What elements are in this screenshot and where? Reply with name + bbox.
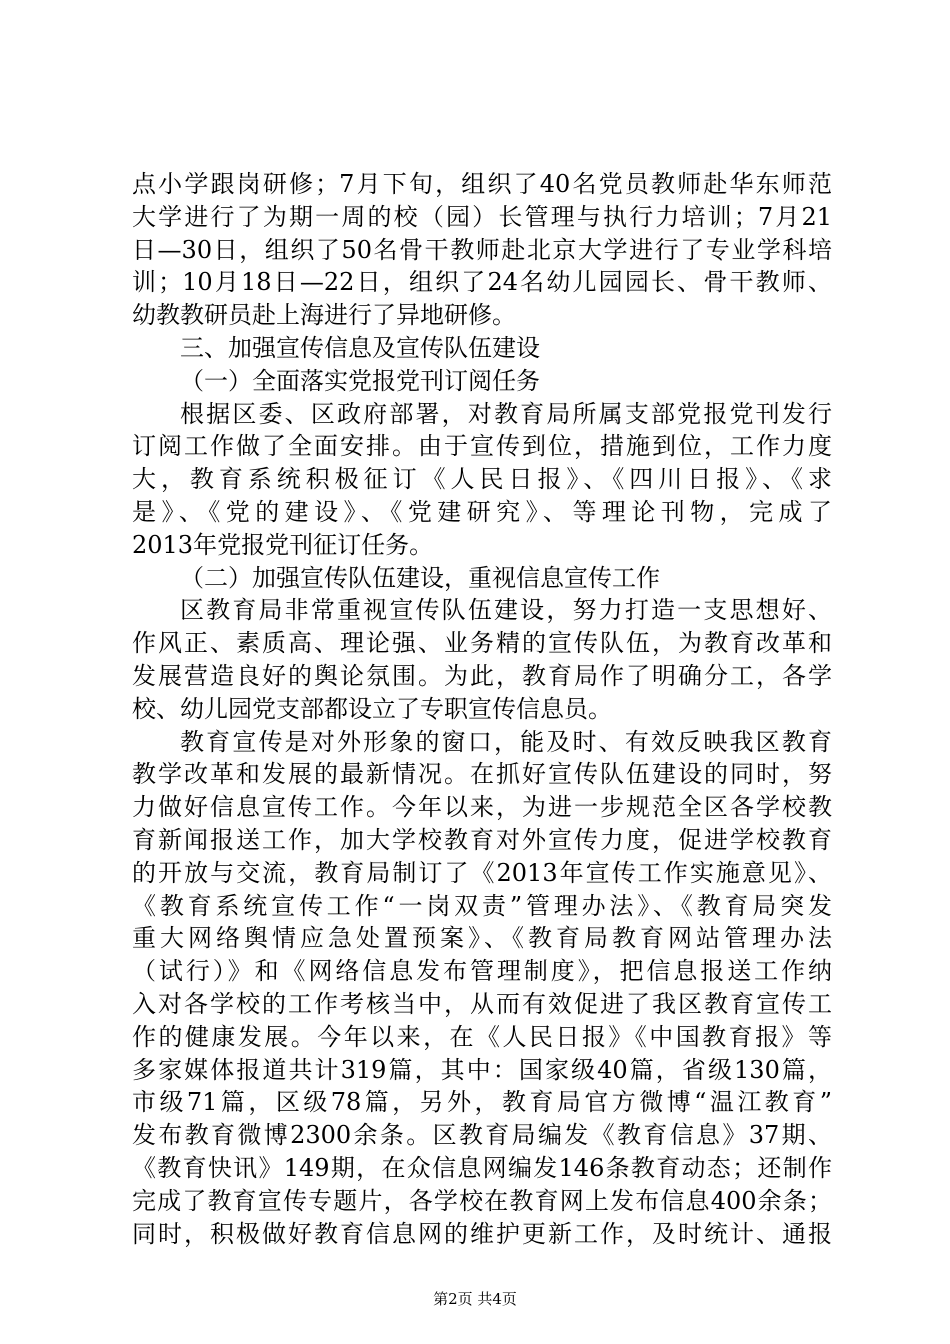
section-heading: 三、加强宣传信息及宣传队伍建设 — [180, 333, 540, 362]
body-line: 日—30日，组织了50名骨干教师赴北京大学进行了专业学科培 — [132, 235, 832, 264]
subsection-heading: （二）加强宣传队伍建设，重视信息宣传工作 — [180, 563, 660, 592]
subsection-heading: （一）全面落实党报党刊订阅任务 — [180, 366, 540, 395]
body-line: 完成了教育宣传专题片，各学校在教育网上发布信息400余条； — [132, 1186, 832, 1215]
body-line: 发展营造良好的舆论氛围。为此，教育局作了明确分工，各学 — [132, 661, 832, 690]
body-line: 作的健康发展。今年以来，在《人民日报》《中国教育报》等 — [132, 1022, 832, 1051]
body-line: 2013年党报党刊征订任务。 — [132, 530, 434, 559]
body-line: 同时，积极做好教育信息网的维护更新工作，及时统计、通报 — [132, 1219, 832, 1248]
body-line: 是》、《党的建设》、《党建研究》、等理论刊物，完成了 — [132, 497, 832, 526]
body-line: 入对各学校的工作考核当中，从而有效促进了我区教育宣传工 — [132, 989, 832, 1018]
body-line: 教学改革和发展的最新情况。在抓好宣传队伍建设的同时，努 — [132, 760, 832, 789]
paragraph-first-line: 区教育局非常重视宣传队伍建设，努力打造一支思想好、 — [180, 596, 832, 625]
body-line: 订阅工作做了全面安排。由于宣传到位，措施到位，工作力度 — [132, 432, 832, 461]
body-line: 校、幼儿园党支部都设立了专职宣传信息员。 — [132, 694, 612, 723]
body-line: 市级71篇，区级78篇，另外，教育局官方微博“温江教育” — [132, 1088, 832, 1117]
paragraph-first-line: 教育宣传是对外形象的窗口，能及时、有效反映我区教育 — [180, 727, 832, 756]
body-line: 作风正、素质高、理论强、业务精的宣传队伍，为教育改革和 — [132, 629, 832, 658]
body-line: 幼教教研员赴上海进行了异地研修。 — [132, 301, 516, 330]
body-line: 训；10月18日—22日，组织了24名幼儿园园长、骨干教师、 — [132, 268, 832, 297]
body-line: 育新闻报送工作，加大学校教育对外宣传力度，促进学校教育 — [132, 825, 832, 854]
body-line: 发布教育微博2300余条。区教育局编发《教育信息》37期、 — [132, 1121, 832, 1150]
body-line: 点小学跟岗研修；7月下旬，组织了40名党员教师赴华东师范 — [132, 170, 832, 198]
body-line: 大，教育系统积极征订《人民日报》、《四川日报》、《求 — [132, 465, 832, 494]
body-line: 《教育系统宣传工作“一岗双责”管理办法》、《教育局突发 — [132, 891, 832, 920]
body-line: （试行）》和《网络信息发布管理制度》，把信息报送工作纳 — [132, 957, 832, 986]
body-line: 多家媒体报道共计319篇，其中：国家级40篇，省级130篇， — [132, 1055, 832, 1084]
document-body — [132, 168, 832, 1250]
body-line: 大学进行了为期一周的校（园）长管理与执行力培训；7月21 — [132, 202, 832, 231]
body-line: 的开放与交流，教育局制订了《2013年宣传工作实施意见》、 — [132, 858, 832, 887]
paragraph-first-line: 根据区委、区政府部署，对教育局所属支部党报党刊发行 — [180, 399, 832, 428]
body-line: 重大网络舆情应急处置预案》、《教育局教育网站管理办法 — [132, 924, 832, 953]
page-number-footer: 第2页 共4页 — [433, 1290, 517, 1308]
body-line: 力做好信息宣传工作。今年以来，为进一步规范全区各学校教 — [132, 793, 832, 822]
body-line: 《教育快讯》149期，在众信息网编发146条教育动态；还制作 — [132, 1153, 832, 1182]
